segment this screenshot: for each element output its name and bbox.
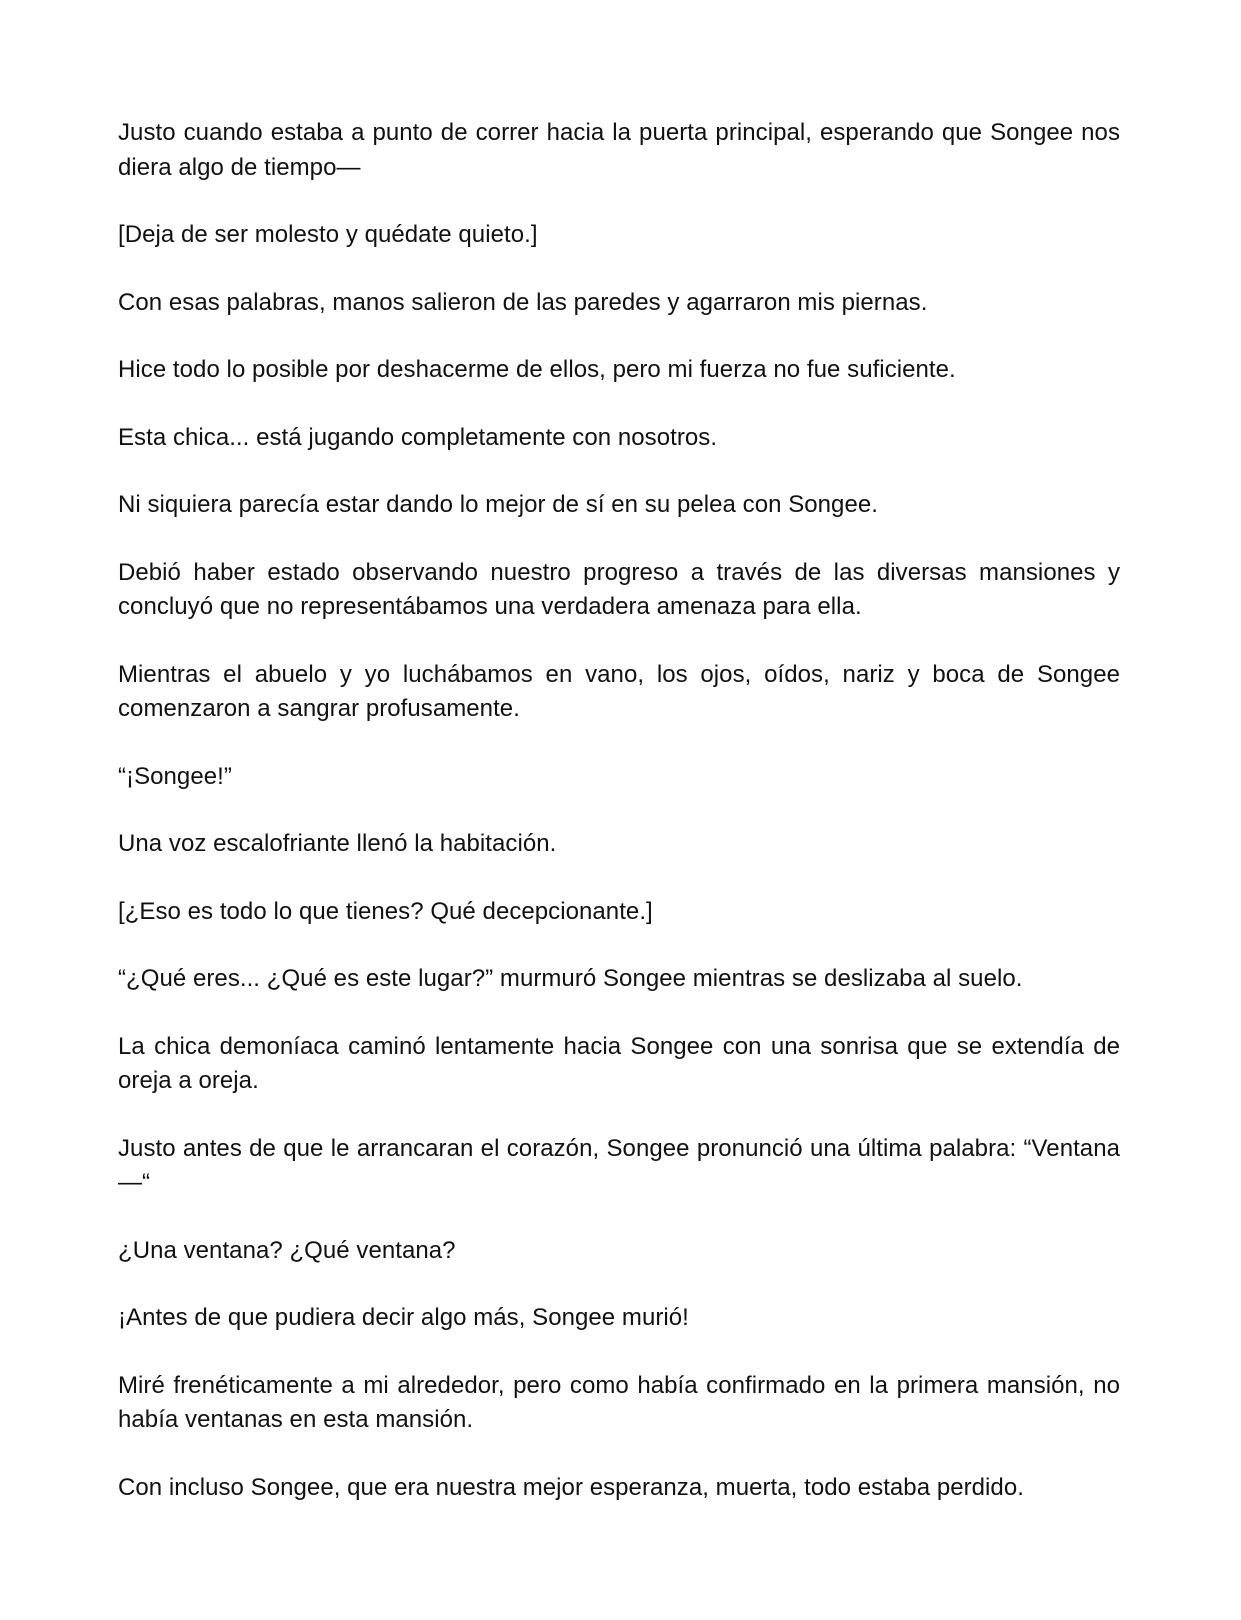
- paragraph: Con incluso Songee, que era nuestra mejor esperanza, muerta, todo estaba perdido.: [118, 1473, 1024, 1501]
- paragraph: ¿Una ventana? ¿Qué ventana?: [118, 1236, 456, 1264]
- paragraph: [¿Eso es todo lo que tienes? Qué decepcionante.]: [118, 897, 653, 925]
- paragraph: [Deja de ser molesto y quédate quieto.]: [118, 221, 538, 248]
- paragraph: “¡Songee!”: [118, 762, 232, 790]
- paragraph: Justo antes de que le arrancaran el corazón, Songee pronunció una última palabra: “Ventana—“: [118, 1134, 1120, 1196]
- paragraph: ¡Antes de que pudiera decir algo más, Songee murió!: [118, 1304, 689, 1331]
- paragraph: La chica demoníaca caminó lentamente hacia Songee con una sonrisa que se extendía de oreja a oreja.: [118, 1032, 1120, 1094]
- paragraph: Ni siquiera parecía estar dando lo mejor de sí en su pelea con Songee.: [118, 491, 878, 518]
- paragraph: “¿Qué eres... ¿Qué es este lugar?” murmuró Songee mientras se deslizaba al suelo.: [118, 965, 1023, 992]
- paragraph: Hice todo lo posible por deshacerme de ellos, pero mi fuerza no fue suficiente.: [118, 356, 956, 383]
- paragraph: Esta chica... está jugando completamente con nosotros.: [118, 423, 718, 451]
- paragraph: Una voz escalofriante llenó la habitación.: [118, 830, 557, 857]
- paragraph: Mientras el abuelo y yo luchábamos en vano, los ojos, oídos, nariz y boca de Songee comenzaron a sangrar profusamente.: [118, 660, 1120, 722]
- document-body: [118, 116, 1120, 1538]
- paragraph: Con esas palabras, manos salieron de las paredes y agarraron mis piernas.: [118, 288, 928, 316]
- paragraph: Miré frenéticamente a mi alrededor, pero como había confirmado en la primera mansión, no había ventanas en esta mansión.: [118, 1371, 1120, 1433]
- paragraph: Debió haber estado observando nuestro progreso a través de las diversas mansiones y concluyó que no representábamos una verdadera amenaza para ella.: [118, 558, 1120, 620]
- paragraph: Justo cuando estaba a punto de correr hacia la puerta principal, esperando que Songee nos diera algo de tiempo—: [118, 119, 1120, 181]
